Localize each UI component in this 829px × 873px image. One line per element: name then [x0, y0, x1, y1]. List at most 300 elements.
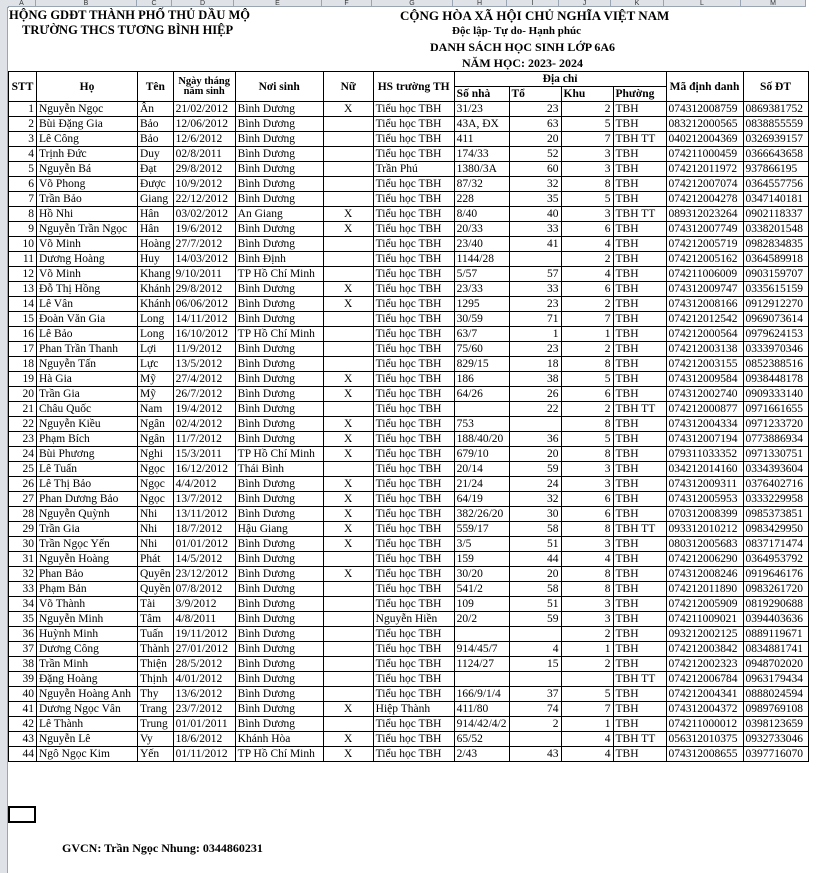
cell-house-no[interactable]: 1295 — [454, 297, 509, 312]
cell-phone[interactable]: 0982834835 — [743, 237, 808, 252]
cell-female[interactable] — [323, 357, 373, 372]
cell-stt[interactable]: 20 — [9, 387, 37, 402]
cell-female[interactable] — [323, 192, 373, 207]
cell-birth-date[interactable]: 27/7/2012 — [173, 237, 235, 252]
cell-last-name[interactable]: Võ Thành — [37, 597, 138, 612]
cell-area[interactable]: 3 — [561, 612, 613, 627]
cell-primary-school[interactable]: Tiểu học TBH — [373, 132, 454, 147]
cell-last-name[interactable]: Nguyễn Minh — [37, 612, 138, 627]
cell-birth-date[interactable]: 4/4/2012 — [173, 477, 235, 492]
cell-ward[interactable]: TBH TT — [613, 207, 666, 222]
cell-house-no[interactable]: 20/33 — [454, 222, 509, 237]
cell-id-code[interactable]: 093212002125 — [666, 627, 743, 642]
cell-female[interactable]: X — [323, 207, 373, 222]
cell-ward[interactable]: TBH — [613, 192, 666, 207]
cell-birth-date[interactable]: 27/01/2012 — [173, 642, 235, 657]
cell-phone[interactable]: 0334393604 — [743, 462, 808, 477]
cell-first-name[interactable]: Tâm — [138, 612, 174, 627]
cell-birth-date[interactable]: 29/8/2012 — [173, 282, 235, 297]
cell-id-code[interactable]: 040212004369 — [666, 132, 743, 147]
cell-ward[interactable]: TBH — [613, 447, 666, 462]
cell-ward[interactable]: TBH — [613, 162, 666, 177]
cell-last-name[interactable]: Trần Gia — [37, 387, 138, 402]
cell-first-name[interactable]: Tài — [138, 597, 174, 612]
cell-area[interactable]: 4 — [561, 732, 613, 747]
cell-area[interactable]: 1 — [561, 642, 613, 657]
cell-ward[interactable]: TBH — [613, 747, 666, 762]
cell-primary-school[interactable]: Tiểu học TBH — [373, 312, 454, 327]
cell-group[interactable]: 24 — [509, 477, 561, 492]
cell-stt[interactable]: 39 — [9, 672, 37, 687]
cell-area[interactable]: 3 — [561, 147, 613, 162]
cell-group[interactable]: 22 — [509, 402, 561, 417]
cell-group[interactable] — [509, 627, 561, 642]
cell-ward[interactable]: TBH — [613, 657, 666, 672]
cell-ward[interactable]: TBH — [613, 552, 666, 567]
cell-female[interactable] — [323, 402, 373, 417]
cell-group[interactable]: 38 — [509, 372, 561, 387]
cell-female[interactable] — [323, 552, 373, 567]
cell-first-name[interactable]: Được — [138, 177, 174, 192]
cell-house-no[interactable]: 541/2 — [454, 582, 509, 597]
cell-stt[interactable]: 22 — [9, 417, 37, 432]
cell-birth-date[interactable]: 13/7/2012 — [173, 492, 235, 507]
cell-id-code[interactable]: 074312007194 — [666, 432, 743, 447]
cell-stt[interactable]: 8 — [9, 207, 37, 222]
cell-phone[interactable]: 0837171474 — [743, 537, 808, 552]
cell-first-name[interactable]: Trang — [138, 702, 174, 717]
cell-house-no[interactable]: 65/52 — [454, 732, 509, 747]
cell-birthplace[interactable]: Bình Dương — [235, 282, 323, 297]
cell-female[interactable]: X — [323, 417, 373, 432]
cell-ward[interactable]: TBH — [613, 507, 666, 522]
cell-id-code[interactable]: 074212003138 — [666, 342, 743, 357]
cell-area[interactable]: 3 — [561, 207, 613, 222]
cell-primary-school[interactable]: Tiểu học TBH — [373, 582, 454, 597]
cell-phone[interactable]: 0364557756 — [743, 177, 808, 192]
cell-female[interactable] — [323, 117, 373, 132]
cell-primary-school[interactable]: Tiểu học TBH — [373, 567, 454, 582]
cell-house-no[interactable]: 829/15 — [454, 357, 509, 372]
cell-house-no[interactable] — [454, 672, 509, 687]
cell-group[interactable]: 52 — [509, 147, 561, 162]
cell-last-name[interactable]: Đoàn Văn Gia — [37, 312, 138, 327]
cell-area[interactable]: 6 — [561, 222, 613, 237]
cell-group[interactable]: 44 — [509, 552, 561, 567]
cell-phone[interactable]: 0819290688 — [743, 597, 808, 612]
cell-birthplace[interactable]: Bình Dương — [235, 657, 323, 672]
cell-first-name[interactable]: Ngọc — [138, 477, 174, 492]
cell-first-name[interactable]: Hoàng — [138, 237, 174, 252]
cell-birthplace[interactable]: Hậu Giang — [235, 522, 323, 537]
cell-group[interactable]: 51 — [509, 597, 561, 612]
cell-id-code[interactable]: 074211000459 — [666, 147, 743, 162]
cell-primary-school[interactable]: Tiểu học TBH — [373, 207, 454, 222]
cell-house-no[interactable] — [454, 627, 509, 642]
cell-group[interactable] — [509, 732, 561, 747]
cell-group[interactable]: 71 — [509, 312, 561, 327]
cell-birth-date[interactable]: 4/8/2011 — [173, 612, 235, 627]
cell-female[interactable] — [323, 642, 373, 657]
cell-id-code[interactable]: 074312002740 — [666, 387, 743, 402]
cell-phone[interactable]: 0919646176 — [743, 567, 808, 582]
cell-first-name[interactable]: Đạt — [138, 162, 174, 177]
cell-birthplace[interactable]: Bình Dương — [235, 672, 323, 687]
cell-ward[interactable]: TBH — [613, 567, 666, 582]
cell-area[interactable]: 4 — [561, 552, 613, 567]
cell-birthplace[interactable]: Bình Dương — [235, 117, 323, 132]
cell-id-code[interactable]: 074212006784 — [666, 672, 743, 687]
cell-area[interactable]: 8 — [561, 417, 613, 432]
cell-house-no[interactable]: 753 — [454, 417, 509, 432]
cell-birth-date[interactable]: 23/12/2012 — [173, 567, 235, 582]
cell-birthplace[interactable]: Bình Dương — [235, 567, 323, 582]
cell-female[interactable] — [323, 672, 373, 687]
cell-phone[interactable]: 0989769108 — [743, 702, 808, 717]
cell-house-no[interactable]: 188/40/20 — [454, 432, 509, 447]
cell-birthplace[interactable]: Bình Dương — [235, 477, 323, 492]
cell-primary-school[interactable]: Tiểu học TBH — [373, 177, 454, 192]
cell-first-name[interactable]: Hân — [138, 222, 174, 237]
cell-phone[interactable]: 0983261720 — [743, 582, 808, 597]
cell-birth-date[interactable]: 16/10/2012 — [173, 327, 235, 342]
cell-house-no[interactable]: 186 — [454, 372, 509, 387]
cell-female[interactable]: X — [323, 477, 373, 492]
cell-female[interactable] — [323, 687, 373, 702]
cell-id-code[interactable]: 074312007749 — [666, 222, 743, 237]
cell-ward[interactable]: TBH — [613, 357, 666, 372]
cell-house-no[interactable]: 43A, ĐX — [454, 117, 509, 132]
cell-area[interactable]: 7 — [561, 132, 613, 147]
cell-first-name[interactable]: Duy — [138, 147, 174, 162]
cell-birthplace[interactable]: Bình Dương — [235, 177, 323, 192]
cell-id-code[interactable]: 074212004278 — [666, 192, 743, 207]
cell-birth-date[interactable]: 3/9/2012 — [173, 597, 235, 612]
cell-area[interactable]: 2 — [561, 627, 613, 642]
cell-last-name[interactable]: Dương Ngọc Vân — [37, 702, 138, 717]
cell-group[interactable]: 35 — [509, 192, 561, 207]
cell-last-name[interactable]: Trần Bảo — [37, 192, 138, 207]
cell-id-code[interactable]: 074212005162 — [666, 252, 743, 267]
cell-stt[interactable]: 35 — [9, 612, 37, 627]
cell-area[interactable]: 3 — [561, 597, 613, 612]
cell-stt[interactable]: 33 — [9, 582, 37, 597]
cell-group[interactable]: 37 — [509, 687, 561, 702]
cell-female[interactable] — [323, 582, 373, 597]
cell-group[interactable]: 74 — [509, 702, 561, 717]
cell-area[interactable]: 8 — [561, 447, 613, 462]
cell-phone[interactable]: 0366643658 — [743, 147, 808, 162]
cell-female[interactable] — [323, 627, 373, 642]
cell-house-no[interactable]: 382/26/20 — [454, 507, 509, 522]
cell-phone[interactable]: 0963179434 — [743, 672, 808, 687]
cell-house-no[interactable]: 75/60 — [454, 342, 509, 357]
cell-birthplace[interactable]: Bình Dương — [235, 687, 323, 702]
cell-birthplace[interactable]: Bình Dương — [235, 432, 323, 447]
cell-stt[interactable]: 10 — [9, 237, 37, 252]
cell-female[interactable] — [323, 462, 373, 477]
cell-birth-date[interactable]: 28/5/2012 — [173, 657, 235, 672]
cell-group[interactable]: 20 — [509, 132, 561, 147]
cell-last-name[interactable]: Phan Dương Bảo — [37, 492, 138, 507]
cell-birthplace[interactable]: TP Hồ Chí Minh — [235, 747, 323, 762]
cell-primary-school[interactable]: Tiểu học TBH — [373, 327, 454, 342]
cell-first-name[interactable]: Khánh — [138, 297, 174, 312]
column-header-j[interactable]: J — [559, 0, 611, 7]
cell-stt[interactable]: 6 — [9, 177, 37, 192]
cell-ward[interactable]: TBH — [613, 597, 666, 612]
cell-phone[interactable]: 0888024594 — [743, 687, 808, 702]
cell-house-no[interactable]: 23/33 — [454, 282, 509, 297]
cell-female[interactable] — [323, 177, 373, 192]
cell-area[interactable]: 8 — [561, 567, 613, 582]
cell-last-name[interactable]: Ngô Ngọc Kim — [37, 747, 138, 762]
column-header-d[interactable]: D — [172, 0, 234, 7]
cell-first-name[interactable]: Mỹ — [138, 372, 174, 387]
cell-primary-school[interactable]: Tiểu học TBH — [373, 372, 454, 387]
cell-ward[interactable]: TBH — [613, 642, 666, 657]
cell-birthplace[interactable]: Bình Dương — [235, 162, 323, 177]
cell-house-no[interactable]: 64/19 — [454, 492, 509, 507]
cell-house-no[interactable]: 3/5 — [454, 537, 509, 552]
cell-last-name[interactable]: Bùi Phương — [37, 447, 138, 462]
cell-phone[interactable]: 0338201548 — [743, 222, 808, 237]
cell-area[interactable]: 6 — [561, 492, 613, 507]
cell-primary-school[interactable]: Tiểu học TBH — [373, 732, 454, 747]
cell-house-no[interactable] — [454, 402, 509, 417]
cell-group[interactable]: 41 — [509, 237, 561, 252]
cell-ward[interactable]: TBH — [613, 342, 666, 357]
cell-stt[interactable]: 38 — [9, 657, 37, 672]
cell-primary-school[interactable]: Trần Phú — [373, 162, 454, 177]
cell-ward[interactable]: TBH — [613, 237, 666, 252]
cell-house-no[interactable]: 1124/27 — [454, 657, 509, 672]
cell-first-name[interactable]: Nghi — [138, 447, 174, 462]
cell-house-no[interactable]: 228 — [454, 192, 509, 207]
cell-id-code[interactable]: 074312008655 — [666, 747, 743, 762]
cell-female[interactable] — [323, 717, 373, 732]
cell-last-name[interactable]: Nguyễn Quỳnh — [37, 507, 138, 522]
cell-primary-school[interactable]: Tiểu học TBH — [373, 267, 454, 282]
cell-group[interactable]: 58 — [509, 522, 561, 537]
cell-stt[interactable]: 1 — [9, 102, 37, 117]
cell-stt[interactable]: 32 — [9, 567, 37, 582]
cell-birthplace[interactable]: Bình Dương — [235, 552, 323, 567]
cell-female[interactable] — [323, 162, 373, 177]
cell-last-name[interactable]: Phan Trần Thanh — [37, 342, 138, 357]
cell-phone[interactable]: 0903159707 — [743, 267, 808, 282]
cell-group[interactable]: 2 — [509, 717, 561, 732]
cell-phone[interactable]: 0985373851 — [743, 507, 808, 522]
cell-first-name[interactable]: Lợi — [138, 342, 174, 357]
cell-birthplace[interactable]: Bình Dương — [235, 132, 323, 147]
cell-primary-school[interactable]: Tiểu học TBH — [373, 672, 454, 687]
cell-last-name[interactable]: Bùi Đặng Gia — [37, 117, 138, 132]
cell-birth-date[interactable]: 02/4/2012 — [173, 417, 235, 432]
cell-female[interactable] — [323, 132, 373, 147]
cell-group[interactable]: 57 — [509, 267, 561, 282]
cell-birthplace[interactable]: Bình Dương — [235, 387, 323, 402]
cell-stt[interactable]: 11 — [9, 252, 37, 267]
cell-id-code[interactable]: 074312009584 — [666, 372, 743, 387]
cell-birth-date[interactable]: 27/4/2012 — [173, 372, 235, 387]
cell-stt[interactable]: 43 — [9, 732, 37, 747]
cell-ward[interactable]: TBH — [613, 627, 666, 642]
cell-birthplace[interactable]: Bình Dương — [235, 192, 323, 207]
cell-first-name[interactable]: Nhi — [138, 537, 174, 552]
cell-birth-date[interactable]: 11/7/2012 — [173, 432, 235, 447]
cell-primary-school[interactable]: Tiểu học TBH — [373, 447, 454, 462]
cell-birth-date[interactable]: 22/12/2012 — [173, 192, 235, 207]
cell-group[interactable]: 33 — [509, 282, 561, 297]
cell-female[interactable]: X — [323, 507, 373, 522]
cell-area[interactable]: 8 — [561, 357, 613, 372]
cell-stt[interactable]: 9 — [9, 222, 37, 237]
cell-birth-date[interactable]: 19/4/2012 — [173, 402, 235, 417]
cell-house-no[interactable]: 30/59 — [454, 312, 509, 327]
cell-primary-school[interactable]: Hiệp Thành — [373, 702, 454, 717]
cell-last-name[interactable]: Nguyễn Tấn — [37, 357, 138, 372]
cell-first-name[interactable]: Long — [138, 312, 174, 327]
cell-area[interactable] — [561, 672, 613, 687]
cell-last-name[interactable]: Trần Ngọc Yến — [37, 537, 138, 552]
cell-birthplace[interactable]: Khánh Hòa — [235, 732, 323, 747]
cell-primary-school[interactable]: Tiểu học TBH — [373, 522, 454, 537]
cell-primary-school[interactable]: Tiểu học TBH — [373, 357, 454, 372]
cell-last-name[interactable]: Trần Gia — [37, 522, 138, 537]
cell-area[interactable]: 1 — [561, 327, 613, 342]
cell-first-name[interactable]: Thịnh — [138, 672, 174, 687]
cell-id-code[interactable]: 074212005909 — [666, 597, 743, 612]
column-header-b[interactable]: B — [36, 0, 137, 7]
cell-ward[interactable]: TBH — [613, 327, 666, 342]
cell-area[interactable]: 3 — [561, 462, 613, 477]
cell-ward[interactable]: TBH — [613, 222, 666, 237]
cell-birthplace[interactable]: Bình Dương — [235, 537, 323, 552]
cell-id-code[interactable]: 074312005953 — [666, 492, 743, 507]
cell-birth-date[interactable]: 15/3/2011 — [173, 447, 235, 462]
cell-area[interactable]: 2 — [561, 102, 613, 117]
cell-group[interactable]: 20 — [509, 447, 561, 462]
cell-id-code[interactable]: 074312009747 — [666, 282, 743, 297]
cell-female[interactable]: X — [323, 747, 373, 762]
cell-area[interactable]: 2 — [561, 657, 613, 672]
cell-phone[interactable]: 0983429950 — [743, 522, 808, 537]
cell-group[interactable]: 1 — [509, 327, 561, 342]
cell-birth-date[interactable]: 13/11/2012 — [173, 507, 235, 522]
cell-birth-date[interactable]: 18/7/2012 — [173, 522, 235, 537]
cell-birthplace[interactable]: Bình Dương — [235, 297, 323, 312]
cell-female[interactable]: X — [323, 522, 373, 537]
cell-birthplace[interactable]: Bình Dương — [235, 357, 323, 372]
cell-birthplace[interactable]: Bình Dương — [235, 222, 323, 237]
cell-ward[interactable]: TBH — [613, 417, 666, 432]
cell-primary-school[interactable]: Tiểu học TBH — [373, 147, 454, 162]
cell-stt[interactable]: 13 — [9, 282, 37, 297]
cell-first-name[interactable]: Long — [138, 327, 174, 342]
column-header-m[interactable]: M — [741, 0, 806, 7]
cell-group[interactable]: 23 — [509, 102, 561, 117]
column-header-c[interactable]: C — [137, 0, 172, 7]
cell-birth-date[interactable]: 23/7/2012 — [173, 702, 235, 717]
cell-first-name[interactable]: Ngân — [138, 432, 174, 447]
cell-birth-date[interactable]: 19/11/2012 — [173, 627, 235, 642]
cell-ward[interactable]: TBH TT — [613, 732, 666, 747]
cell-birthplace[interactable]: Bình Dương — [235, 582, 323, 597]
cell-ward[interactable]: TBH — [613, 117, 666, 132]
cell-stt[interactable]: 14 — [9, 297, 37, 312]
cell-house-no[interactable]: 411/80 — [454, 702, 509, 717]
cell-ward[interactable]: TBH — [613, 387, 666, 402]
cell-group[interactable]: 59 — [509, 462, 561, 477]
cell-last-name[interactable]: Nguyễn Hoàng — [37, 552, 138, 567]
cell-female[interactable]: X — [323, 222, 373, 237]
cell-house-no[interactable]: 679/10 — [454, 447, 509, 462]
cell-female[interactable] — [323, 657, 373, 672]
cell-birth-date[interactable]: 13/5/2012 — [173, 357, 235, 372]
cell-birth-date[interactable]: 12/06/2012 — [173, 117, 235, 132]
cell-first-name[interactable]: Ân — [138, 102, 174, 117]
cell-first-name[interactable]: Trung — [138, 717, 174, 732]
cell-group[interactable]: 4 — [509, 642, 561, 657]
cell-birth-date[interactable]: 06/06/2012 — [173, 297, 235, 312]
cell-female[interactable]: X — [323, 297, 373, 312]
cell-last-name[interactable]: Nguyễn Trần Ngọc — [37, 222, 138, 237]
cell-first-name[interactable]: Quyên — [138, 567, 174, 582]
cell-house-no[interactable]: 5/57 — [454, 267, 509, 282]
cell-id-code[interactable]: 074312009311 — [666, 477, 743, 492]
cell-primary-school[interactable]: Tiểu học TBH — [373, 747, 454, 762]
cell-group[interactable]: 33 — [509, 222, 561, 237]
cell-birth-date[interactable]: 10/9/2012 — [173, 177, 235, 192]
cell-female[interactable] — [323, 327, 373, 342]
cell-phone[interactable]: 0852388516 — [743, 357, 808, 372]
cell-last-name[interactable]: Lê Bảo — [37, 327, 138, 342]
cell-birthplace[interactable]: An Giang — [235, 207, 323, 222]
cell-group[interactable] — [509, 417, 561, 432]
cell-primary-school[interactable]: Nguyễn Hiền — [373, 612, 454, 627]
cell-id-code[interactable]: 074212005719 — [666, 237, 743, 252]
cell-last-name[interactable]: Lê Thành — [37, 717, 138, 732]
cell-primary-school[interactable]: Tiểu học TBH — [373, 537, 454, 552]
cell-stt[interactable]: 34 — [9, 597, 37, 612]
cell-stt[interactable]: 21 — [9, 402, 37, 417]
cell-group[interactable]: 23 — [509, 297, 561, 312]
cell-primary-school[interactable]: Tiểu học TBH — [373, 252, 454, 267]
cell-ward[interactable]: TBH — [613, 477, 666, 492]
cell-house-no[interactable]: 159 — [454, 552, 509, 567]
cell-female[interactable]: X — [323, 492, 373, 507]
cell-area[interactable]: 2 — [561, 342, 613, 357]
cell-area[interactable]: 2 — [561, 252, 613, 267]
cell-phone[interactable]: 0948702020 — [743, 657, 808, 672]
cell-group[interactable]: 32 — [509, 492, 561, 507]
cell-birthplace[interactable]: Bình Dương — [235, 702, 323, 717]
cell-id-code[interactable]: 074212000877 — [666, 402, 743, 417]
column-header-f[interactable]: F — [322, 0, 372, 7]
cell-house-no[interactable]: 20/14 — [454, 462, 509, 477]
cell-ward[interactable]: TBH TT — [613, 402, 666, 417]
column-header-k[interactable]: K — [611, 0, 664, 7]
cell-stt[interactable]: 7 — [9, 192, 37, 207]
cell-last-name[interactable]: Nguyễn Ngọc — [37, 102, 138, 117]
cell-id-code[interactable]: 074212012542 — [666, 312, 743, 327]
cell-last-name[interactable]: Lê Thị Bảo — [37, 477, 138, 492]
cell-last-name[interactable]: Đỗ Thị Hồng — [37, 282, 138, 297]
cell-first-name[interactable]: Bảo — [138, 117, 174, 132]
cell-house-no[interactable]: 166/9/1/4 — [454, 687, 509, 702]
column-header-g[interactable]: G — [372, 0, 453, 7]
